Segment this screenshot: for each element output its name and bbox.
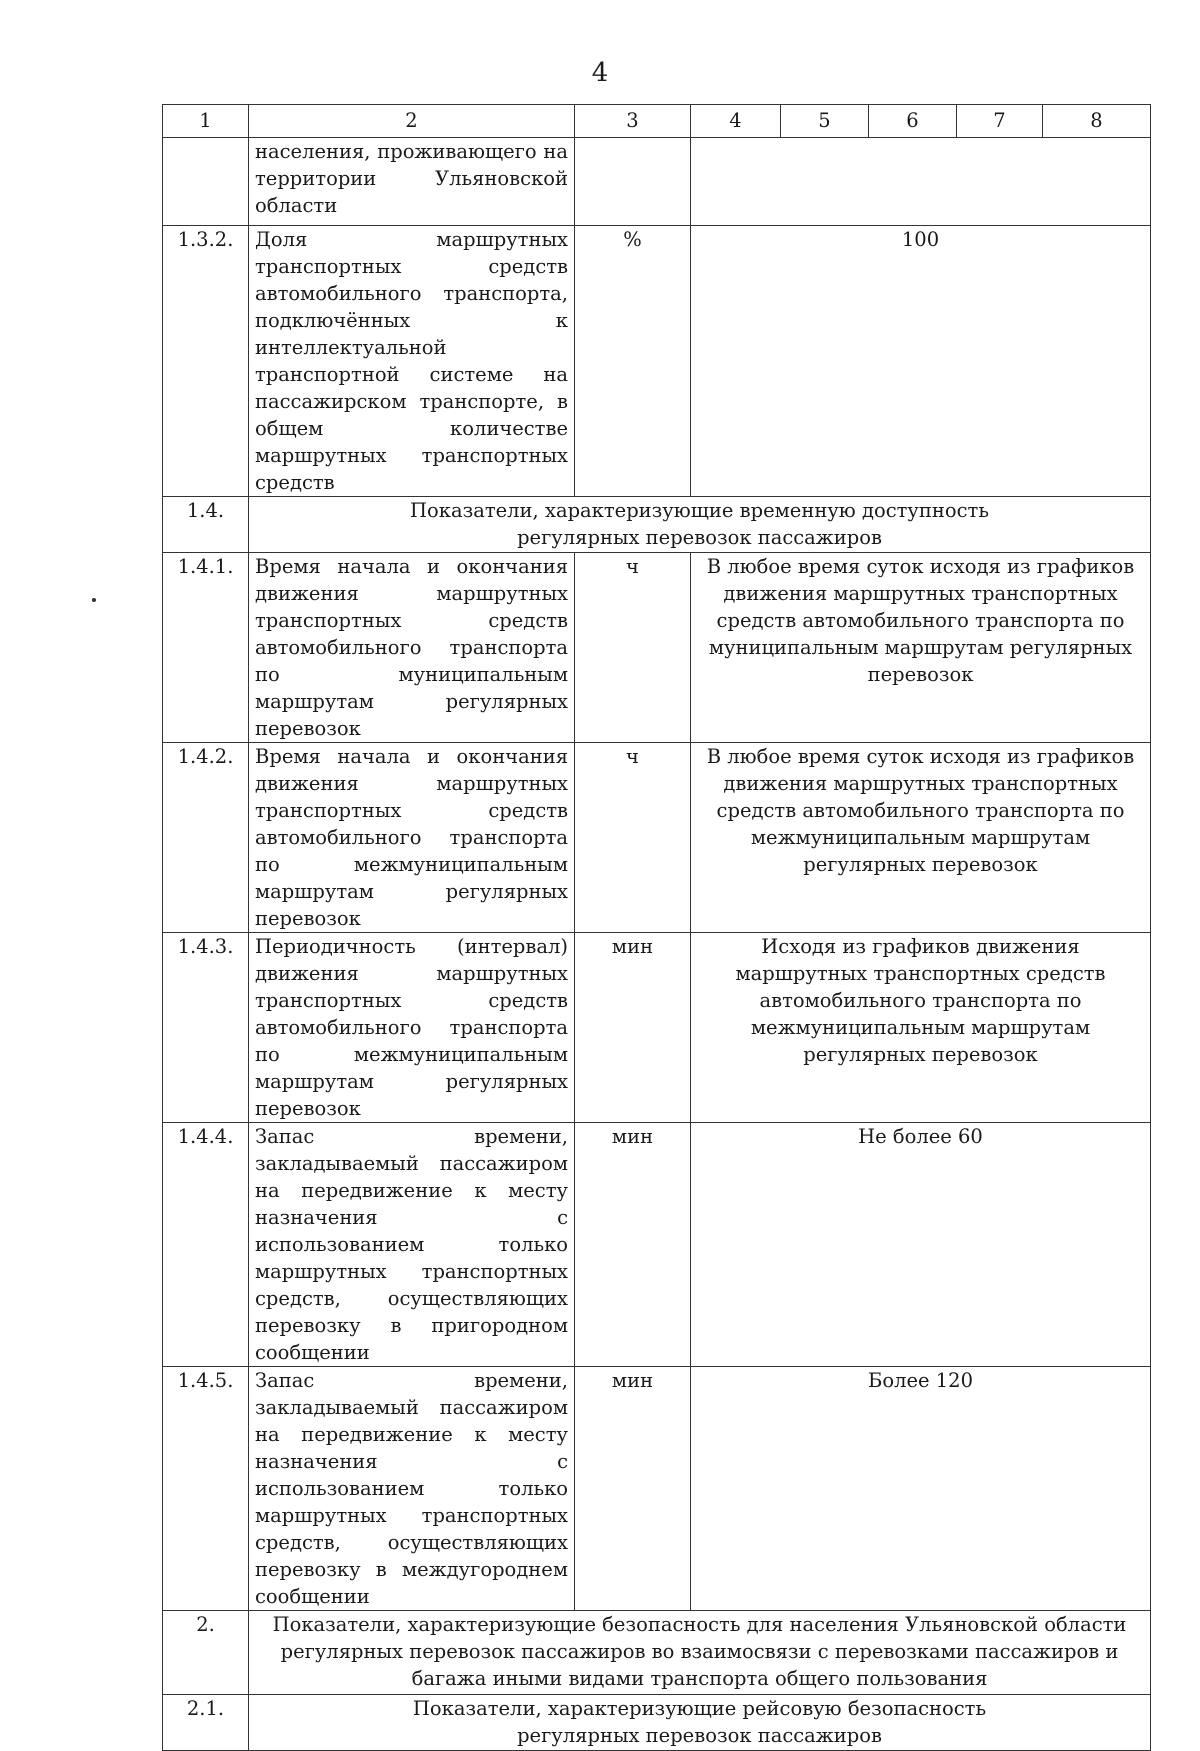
- value-cell: В любое время суток исходя из графиков движения маршрутных транспортных средств автомобильного транспорта по муниципальным маршрутам регулярных перевозок: [691, 553, 1151, 743]
- header-row: [163, 105, 1151, 138]
- header-cell: 7: [957, 105, 1043, 138]
- row-number: 1.4.2.: [163, 743, 249, 933]
- row-number: 2.1.: [163, 1695, 249, 1751]
- section-title: Показатели, характеризующие рейсовую безопасность регулярных перевозок пассажиров: [249, 1695, 1151, 1751]
- header-cell: 5: [781, 105, 869, 138]
- indicator-name: Время начала и окончания движения маршрутных транспортных средств автомобильного транспорта по межмуниципальным маршрутам регулярных перевозок: [249, 743, 575, 933]
- row-number: 1.4.4.: [163, 1123, 249, 1367]
- row-number: 2.: [163, 1611, 249, 1695]
- header-cell: 8: [1043, 105, 1151, 138]
- unit-cell: ч: [575, 553, 691, 743]
- table-row: [163, 1123, 1151, 1367]
- value-cell: В любое время суток исходя из графиков движения маршрутных транспортных средств автомобильного транспорта по межмуниципальным маршрутам регулярных перевозок: [691, 743, 1151, 933]
- section-row: [163, 497, 1151, 553]
- value-cell: Исходя из графиков движения маршрутных транспортных средств автомобильного транспорта по межмуниципальным маршрутам регулярных перевозок: [691, 933, 1151, 1123]
- page-number: 4: [591, 58, 609, 88]
- row-number: [163, 138, 249, 226]
- scan-speck: [92, 598, 96, 602]
- header-cell: 4: [691, 105, 781, 138]
- indicator-name: Запас времени, закладываемый пассажиром на передвижение к месту назначения с использованием только маршрутных транспортных средств, осуществляющих перевозку в пригородном сообщении: [249, 1123, 575, 1367]
- value-cell: [691, 138, 1151, 226]
- indicators-table: [162, 104, 1151, 1751]
- unit-cell: мин: [575, 1367, 691, 1611]
- row-number: 1.4.: [163, 497, 249, 553]
- value-cell: 100: [691, 226, 1151, 497]
- row-number: 1.4.5.: [163, 1367, 249, 1611]
- value-cell: Более 120: [691, 1367, 1151, 1611]
- section-row: [163, 1611, 1151, 1695]
- indicator-name: Время начала и окончания движения маршрутных транспортных средств автомобильного транспорта по муниципальным маршрутам регулярных перевозок: [249, 553, 575, 743]
- section-title: Показатели, характеризующие безопасность для населения Ульяновской области регулярных перевозок пассажиров во взаимосвязи с перевозками пассажиров и багажа иными видами транспорта общего пользования: [249, 1611, 1151, 1695]
- header-cell: 3: [575, 105, 691, 138]
- row-number: 1.4.3.: [163, 933, 249, 1123]
- table-row: [163, 138, 1151, 226]
- table-row: [163, 226, 1151, 497]
- section-title: Показатели, характеризующие временную доступность регулярных перевозок пассажиров: [249, 497, 1151, 553]
- unit-cell: ч: [575, 743, 691, 933]
- unit-cell: [575, 138, 691, 226]
- header-cell: 2: [249, 105, 575, 138]
- header-cell: 1: [163, 105, 249, 138]
- header-cell: 6: [869, 105, 957, 138]
- table-row: [163, 1367, 1151, 1611]
- table-row: [163, 743, 1151, 933]
- indicator-name: Доля маршрутных транспортных средств автомобильного транспорта, подключённых к интеллектуальной транспортной системе на пассажирском транспорте, в общем количестве маршрутных транспортных средств: [249, 226, 575, 497]
- table-row: [163, 933, 1151, 1123]
- unit-cell: мин: [575, 933, 691, 1123]
- row-number: 1.3.2.: [163, 226, 249, 497]
- row-number: 1.4.1.: [163, 553, 249, 743]
- unit-cell: мин: [575, 1123, 691, 1367]
- table-row: [163, 553, 1151, 743]
- indicator-name: населения, проживающего на территории Ульяновской области: [249, 138, 575, 226]
- indicator-name: Периодичность (интервал) движения маршрутных транспортных средств автомобильного транспорта по межмуниципальным маршрутам регулярных перевозок: [249, 933, 575, 1123]
- section-row: [163, 1695, 1151, 1751]
- indicator-name: Запас времени, закладываемый пассажиром на передвижение к месту назначения с использованием только маршрутных транспортных средств, осуществляющих перевозку в междугороднем сообщении: [249, 1367, 575, 1611]
- value-cell: Не более 60: [691, 1123, 1151, 1367]
- unit-cell: %: [575, 226, 691, 497]
